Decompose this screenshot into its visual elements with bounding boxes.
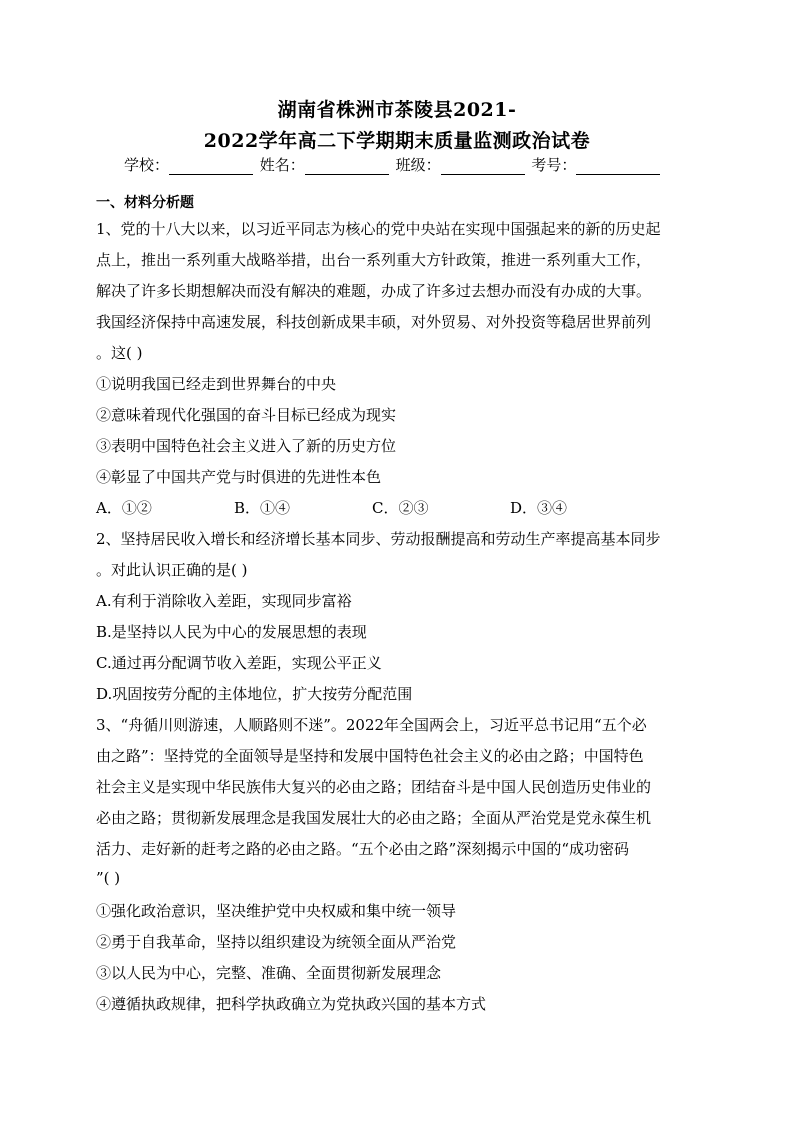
q2-stem-line: 。对此认识正确的是( ) (96, 561, 248, 579)
school-blank[interactable] (169, 158, 253, 175)
q1-stem-line: 1、党的十八大以来，以习近平同志为核心的党中央站在实现中国强起来的新的历史起 (96, 220, 661, 238)
q3-stem-line: 3、“舟循川则游速，人顺路则不迷”。2022年全国两会上，习近平总书记用“五个必 (96, 716, 647, 734)
q1-statement: ①说明我国已经走到世界舞台的中央 (96, 375, 337, 393)
q1-stem-line: 解决了许多长期想解决而没有解决的难题，办成了许多过去想办而没有办成的大事。 (96, 282, 652, 300)
q3-stem-line: 活力、走好新的赶考之路的必由之路。“五个必由之路”深刻揭示中国的“成功密码 (96, 840, 630, 858)
name-label: 姓名： (259, 156, 305, 174)
class-label: 班级： (395, 156, 441, 174)
exam-title-line-2: 2022学年高二下学期期末质量监测政治试卷 (203, 130, 591, 152)
q1-stem-line: 点上，推出一系列重大战略举措，出台一系列重大方针政策，推进一系列重大工作， (96, 251, 652, 269)
q3-statement: ①强化政治意识，坚决维护党中央权威和集中统一领导 (96, 902, 457, 920)
exam-title-line-1: 湖南省株洲市茶陵县2021- (277, 99, 517, 121)
q1-statement: ③表明中国特色社会主义进入了新的历史方位 (96, 437, 397, 455)
q3-statement: ③以人民为中心，完整、准确、全面贯彻新发展理念 (96, 964, 442, 982)
q3-stem-line: 社会主义是实现中华民族伟大复兴的必由之路；团结奋斗是中国人民创造历史伟业的 (96, 778, 652, 796)
class-blank[interactable] (441, 158, 525, 175)
q3-stem-line: 由之路”：坚持党的全面领导是坚持和发展中国特色社会主义的必由之路；中国特色 (96, 747, 644, 765)
q3-stem-line: 必由之路；贯彻新发展理念是我国发展壮大的必由之路；全面从严治党是党永葆生机 (96, 809, 652, 827)
q2-stem-line: 2、坚持居民收入增长和经济增长基本同步、劳动报酬提高和劳动生产率提高基本同步 (96, 530, 661, 548)
student-info-row (124, 154, 684, 175)
q3-stem-line: ”( ) (96, 869, 121, 887)
name-blank[interactable] (305, 158, 389, 175)
q2-option-d[interactable]: D.巩固按劳分配的主体地位，扩大按劳分配范围 (96, 685, 413, 703)
q1-choice-d[interactable]: D．③④ (510, 499, 568, 517)
q1-choice-c[interactable]: C．②③ (372, 499, 429, 517)
exam-number-label: 考号： (531, 156, 577, 174)
q3-statement: ④遵循执政规律，把科学执政确立为党执政兴国的基本方式 (96, 995, 487, 1013)
q2-option-c[interactable]: C.通过再分配调节收入差距，实现公平正义 (96, 654, 382, 672)
q1-statement: ②意味着现代化强国的奋斗目标已经成为现实 (96, 406, 397, 424)
section-title: 一、材料分析题 (96, 195, 194, 211)
q1-choice-b[interactable]: B．①④ (234, 499, 291, 517)
exam-number-blank[interactable] (576, 158, 660, 175)
q1-statement: ④彰显了中国共产党与时俱进的先进性本色 (96, 468, 382, 486)
q2-option-a[interactable]: A.有利于消除收入差距，实现同步富裕 (96, 592, 352, 610)
q1-stem-line: 。这( ) (96, 344, 143, 362)
school-label: 学校： (124, 156, 170, 174)
q2-option-b[interactable]: B.是坚持以人民为中心的发展思想的表现 (96, 623, 367, 641)
q1-choice-a[interactable]: A．①② (96, 499, 152, 517)
q3-statement: ②勇于自我革命，坚持以组织建设为统领全面从严治党 (96, 933, 457, 951)
q1-stem-line: 我国经济保持中高速发展，科技创新成果丰硕，对外贸易、对外投资等稳居世界前列 (96, 313, 652, 331)
